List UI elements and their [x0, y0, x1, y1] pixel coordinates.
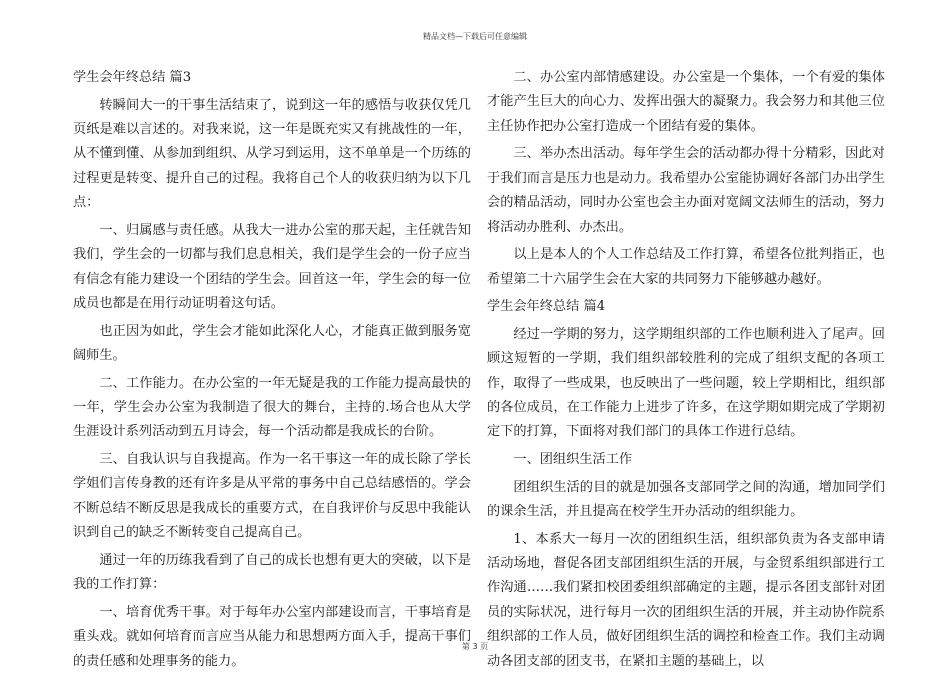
- paragraph: 经过一学期的努力，这学期组织部的工作也顺利进入了尾声。回顾这短暂的一学期，我们组织部较胜利的完成了组织支配的各项工作，取得了一些成果，也反映出了一些问题，较上学期相比，组织部的各位成员，在工作能力上进步了许多，在这学期如期完成了学期初定下的打算，下面将对我们部门的具体工作进行总结。: [487, 326, 885, 440]
- subheading: 一、团组织生活工作: [513, 452, 633, 468]
- left-column: [73, 66, 471, 677]
- page-header: 精品文档—下载后可任意编辑: [423, 32, 527, 41]
- right-column: [487, 66, 885, 677]
- paragraph: 通过一年的历练我看到了自己的成长也想有更大的突破，以下是我的工作打算：: [73, 552, 471, 593]
- paragraph: 1、本系大一每月一次的团组织生活，组织部负责为各支部申请活动场地，督促各团支部团组织生活的开展，与金贸系组织部进行工作沟通……我们紧扣校团委组织部确定的主题，提示各团支部针对团员的实际状况，进行每月一次的团组织生活的开展，并主动协作院系组织部的工作人员，做好团组织生活的调控和检查工作。我们主动调动各团支部的团支书，在紧扣主题的基础上，以: [487, 531, 885, 669]
- paragraph: 也正因为如此，学生会才能如此深化人心，才能真正做到服务宽阔师生。: [73, 323, 471, 364]
- paragraph: 一、培育优秀干事。对于每年办公室内部建设而言，干事培育是重头戏。就如何培育而言应当从能力和思想两方面入手，提高干事们的责任感和处理事务的能力。: [73, 604, 471, 669]
- paragraph: 以上是本人的个人工作总结及工作打算，希望各位批判指正，也希望第二十六届学生会在大家的共同努力下能够越办越好。: [487, 247, 885, 287]
- paragraph: 团组织生活的目的就是加强各支部同学之间的沟通，增加同学们的课余生活，并且提高在校学生开办活动的组织能力。: [487, 479, 885, 520]
- section-heading: 学生会年终总结 篇4: [487, 299, 606, 315]
- paragraph: 二、办公室内部情感建设。办公室是一个集体，一个有爱的集体才能产生巨大的向心力、发挥出强大的凝聚力。我会努力和其他三位主任协作把办公室打造成一个团结有爱的集体。: [487, 70, 885, 134]
- paragraph: 二、工作能力。在办公室的一年无疑是我的工作能力提高最快的一年，学生会办公室为我制造了很大的舞台，主持的.场合也从大学生涯设计系列活动到五月诗会，每一个活动都是我成长的台阶。: [73, 375, 471, 440]
- section-heading: 学生会年终总结 篇3: [73, 70, 192, 85]
- paragraph: 三、举办杰出活动。每年学生会的活动都办得十分精彩，因此对于我们而言是压力也是动力。我希望办公室能协调好各部门办出学生会的精品活动，同时办公室也会主办面对宽阔文法师生的活动，努力将活动办胜利、办杰出。: [487, 146, 885, 235]
- paragraph: 转瞬间大一的干事生活结束了，说到这一年的感悟与收获仅凭几页纸是难以言述的。对我来说，这一年是既充实又有挑战性的一年，从不懂到懂、从参加到组织、从学习到运用，这不单单是一个历练的过程更是转变、提升自己的过程。我将自己个人的收获归纳为以下几点：: [73, 97, 471, 211]
- paragraph: 三、自我认识与自我提高。作为一名干事这一年的成长除了学长学姐们言传身教的还有许多是从平常的事务中自己总结感悟的。学会不断总结不断反思是我成长的重要方式，在自我评价与反思中我能认识到自己的缺乏不断转变自己提高自己。: [73, 452, 471, 541]
- page-number: 第 3 页: [461, 642, 489, 651]
- paragraph: 一、归属感与责任感。从我大一进办公室的那天起，主任就告知我们，学生会的一切都与我们息息相关，我们是学生会的一份子应当有信念有能力建设一个团结的学生会。回首这一年，学生会的每一位成员也都是在用行动证明着这句话。: [73, 222, 471, 312]
